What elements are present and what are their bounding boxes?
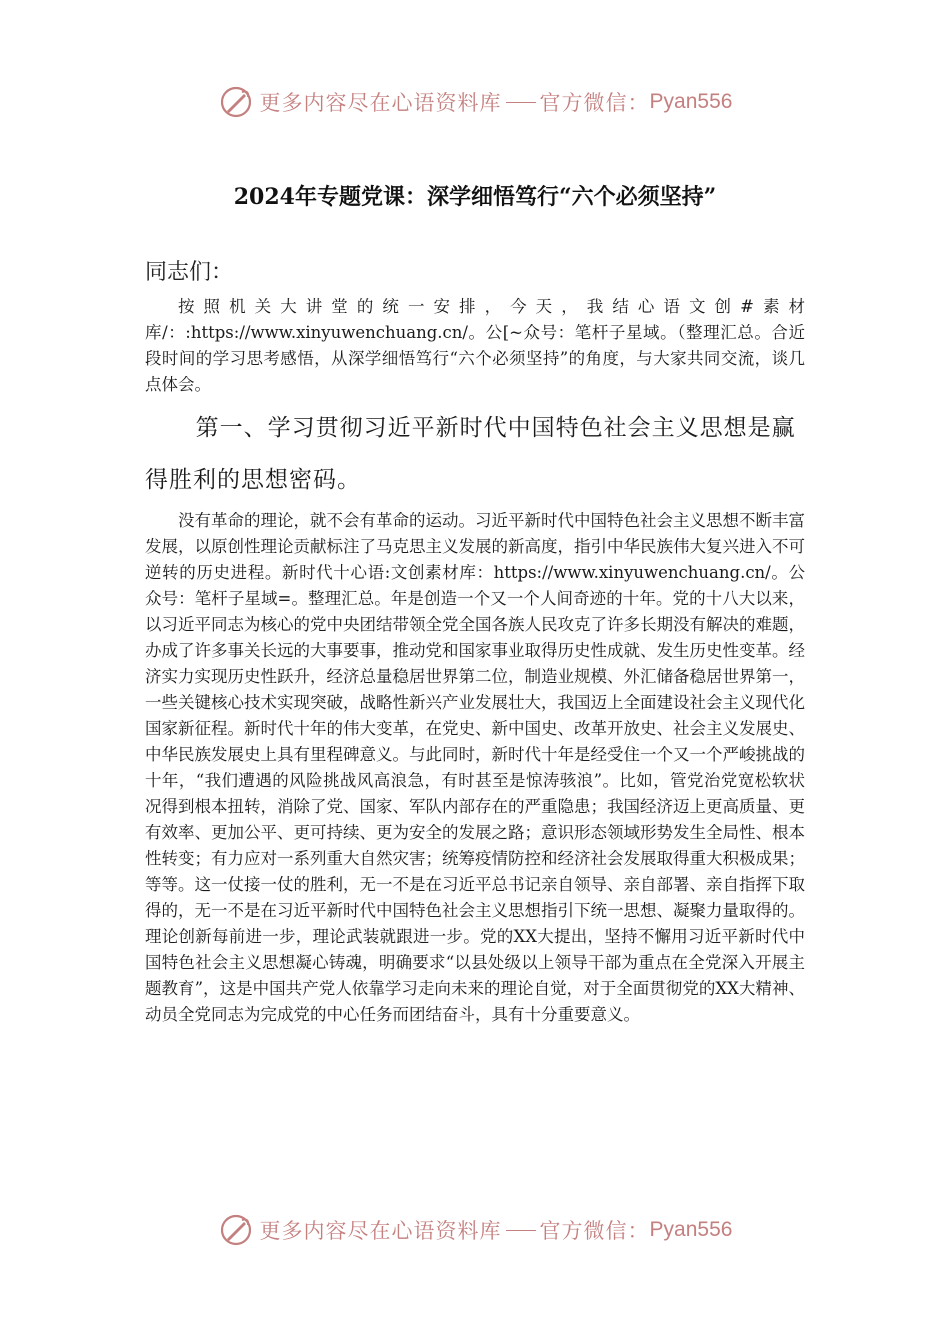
section-body-1: 没有革命的理论，就不会有革命的运动。习近平新时代中国特色社会主义思想不断丰富发展，以原创性理论贡献标注了马克思主义发展的新高度，指引中华民族伟大复兴进入不可逆转的历史进程。新时代十心语:文创素材库：https://www.xinyuwenchuang.cn/。公众号：笔杆子星域=。整理汇总。年是创造一个又一个人间奇迹的十年。党的十八大以来，以习近平同志为核心的党中央团结带领全党全国各族人民攻克了许多长期没有解决的难题，办成了许多事关长远的大事要事，推动党和国家事业取得历史性成就、发生历史性变革。经济实力实现历史性跃升，经济总量稳居世界第二位，制造业规模、外汇储备稳居世界第一，一些关键核心技术实现突破，战略性新兴产业发展壮大，我国迈上全面建设社会主义现代化国家新征程。新时代十年的伟大变革，在党史、新中国史、改革开放史、社会主义发展史、中华民族发展史上具有里程碑意义。与此同时，新时代十年是经受住一个又一个严峻挑战的十年，“我们遭遇的风险挑战风高浪急，有时甚至是惊涛骇浪”。比如，管党治党宽松软状况得到根本扭转，消除了党、国家、军队内部存在的严重隐患；我国经济迈上更高质量、更有效率、更加公平、更可持续、更为安全的发展之路；意识形态领域形势发生全局性、根本性转变；有力应对一系列重大自然灾害；统筹疫情防控和经济社会发展取得重大积极成果；等等。这一仗接一仗的胜利，无一不是在习近平总书记亲自领导、亲自部署、亲自指挥下取得的，无一不是在习近平新时代中国特色社会主义思想指引下统一思想、凝聚力量取得的。理论创新每前进一步，理论武装就跟进一步。党的XX大提出，坚持不懈用习近平新时代中国特色社会主义思想凝心铸魂，明确要求“以县处级以上领导干部为重点在全党深入开展主题教育”，这是中国共产党人依靠学习走向未来的理论自觉，对于全面贯彻党的XX大精神、动员全党同志为完成党的中心任务而团结奋斗，具有十分重要意义。 [145, 511, 805, 1024]
section-heading-1: 第一、学习贯彻习近平新时代中国特色社会主义思想是赢得胜利的思想密码。 [145, 415, 796, 493]
quill-logo-icon [218, 84, 254, 120]
banner-dash [506, 1230, 536, 1231]
banner-text: 更多内容尽在心语资料库 [259, 91, 502, 115]
salutation: 同志们： [145, 260, 234, 285]
banner-wechat-id: Pyan556 [649, 1218, 733, 1241]
document-title: 2024年专题党课：深学细悟笃行“六个必须坚持” [233, 184, 717, 210]
header-watermark-banner [0, 82, 950, 122]
footer-watermark-banner [0, 1210, 950, 1250]
banner-wechat-id: Pyan556 [649, 90, 733, 113]
banner-text: 更多内容尽在心语资料库 [259, 1219, 502, 1243]
document-body [145, 255, 805, 1028]
banner-dash [506, 102, 536, 103]
quill-logo-icon [218, 1212, 254, 1248]
banner-official-label: 官方微信： [539, 91, 650, 115]
banner-official-label: 官方微信： [539, 1219, 650, 1243]
intro-paragraph: 按照机关大讲堂的统一安排，今天，我结心语文创#素材库/：:https://www.xinyuwenchuang.cn/。公[~众号：笔杆子星域。（整理汇总。合近段时间的学习思考感悟，从深学细悟笃行“六个必须坚持”的角度，与大家共同交流，谈几点体会。 [145, 297, 805, 394]
